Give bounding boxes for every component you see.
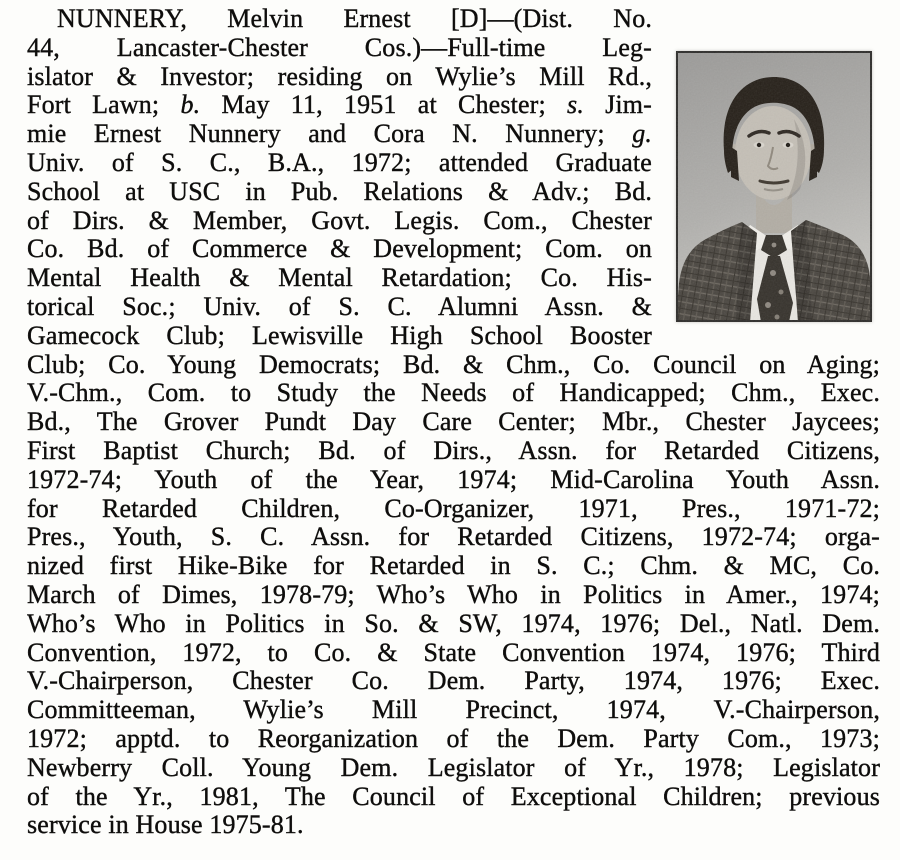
bio-line: Pres., Youth, S. C. Assn. for Retarded Citizens, 1972-74; orga- bbox=[27, 523, 880, 552]
bio-paragraph bbox=[27, 5, 880, 840]
bio-line: First Baptist Church; Bd. of Dirs., Assn. for Retarded Citizens, bbox=[27, 436, 880, 465]
bio-line: March of Dimes, 1978-79; Who’s Who in Politics in Amer., 1974; bbox=[27, 580, 880, 609]
bio-line: Mental Health & Mental Retardation; Co. His- bbox=[27, 264, 652, 293]
bio-line: Bd., The Grover Pundt Day Care Center; Mbr., Chester Jaycees; bbox=[27, 408, 880, 437]
bio-line: Committeeman, Wylie’s Mill Precinct, 1974, V.-Chairperson, bbox=[27, 696, 880, 725]
bio-line: Gamecock Club; Lewisville High School Booster bbox=[27, 321, 652, 350]
bio-line: of Dirs. & Member, Govt. Legis. Com., Chester bbox=[27, 206, 652, 235]
bio-line: Fort Lawn; b. May 11, 1951 at Chester; s. Jim- bbox=[27, 91, 652, 120]
bio-line: Univ. of S. C., B.A., 1972; attended Graduate bbox=[27, 148, 652, 177]
bio-line: islator & Investor; residing on Wylie’s Mill Rd., bbox=[27, 62, 652, 91]
bio-line: V.-Chairperson, Chester Co. Dem. Party, 1974, 1976; Exec. bbox=[27, 667, 880, 696]
bio-line: torical Soc.; Univ. of S. C. Alumni Assn. & bbox=[27, 292, 652, 321]
bio-line: 1972-74; Youth of the Year, 1974; Mid-Carolina Youth Assn. bbox=[27, 465, 880, 494]
bio-line: NUNNERY, Melvin Ernest [D]—(Dist. No. bbox=[57, 5, 652, 33]
bio-line: Club; Co. Young Democrats; Bd. & Chm., Co. Council on Aging; bbox=[27, 350, 880, 379]
bio-line: Who’s Who in Politics in So. & SW, 1974, 1976; Del., Natl. Dem. bbox=[27, 609, 880, 638]
bio-line: 44, Lancaster-Chester Cos.)—Full-time Leg- bbox=[27, 33, 652, 62]
bio-line: 1972; apptd. to Reorganization of the Dem. Party Com., 1973; bbox=[27, 724, 880, 753]
bio-line: service in House 1975-81. bbox=[27, 811, 304, 840]
bio-line: nized first Hike-Bike for Retarded in S. C.; Chm. & MC, Co. bbox=[27, 552, 880, 581]
bio-line: School at USC in Pub. Relations & Adv.; Bd. bbox=[27, 177, 652, 206]
bio-line: V.-Chm., Com. to Study the Needs of Handicapped; Chm., Exec. bbox=[27, 379, 880, 408]
bio-line: Convention, 1972, to Co. & State Convention 1974, 1976; Third bbox=[27, 638, 880, 667]
bio-line: for Retarded Children, Co-Organizer, 1971, Pres., 1971-72; bbox=[27, 494, 880, 523]
bio-line: of the Yr., 1981, The Council of Exceptional Children; previous bbox=[27, 782, 880, 811]
bio-line: Newberry Coll. Young Dem. Legislator of Yr., 1978; Legislator bbox=[27, 753, 880, 782]
bio-line: Co. Bd. of Commerce & Development; Com. on bbox=[27, 235, 652, 264]
bio-line: mie Ernest Nunnery and Cora N. Nunnery; g. bbox=[27, 120, 652, 149]
